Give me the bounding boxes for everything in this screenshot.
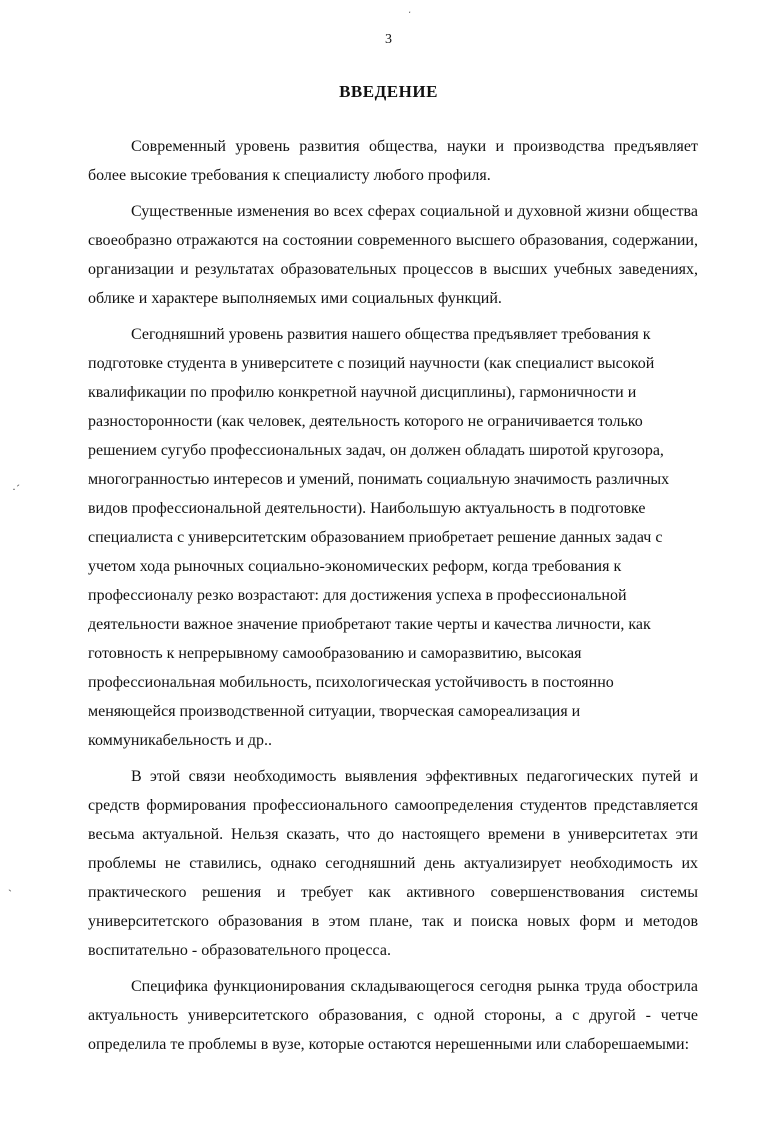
body-text xyxy=(88,132,698,1066)
page-number: 3 xyxy=(385,32,392,47)
paragraph: Существенные изменения во всех сферах социальной и духовной жизни общества своеобразно отражаются на состоянии современного высшего образования, содержании, организации и результатах образовательных процессов в высших учебных заведениях, облике и характере выполняемых ими социальных функций. xyxy=(88,203,698,307)
scan-mark: ˏ xyxy=(8,878,12,892)
paragraph: Сегодняшний уровень развития нашего общества предъявляет требования к подготовке студента в университете с позиций научности (как специалист высокой квалификации по профилю конкретной научной дисциплины), гармоничности и разносторонности (как человек, деятельность которого не ограничивается только решением сугубо профессиональных задач, он должен обладать широтой кругозора, многогранностью интересов и умений, понимать социальную значимость различных видов профессиональной деятельности). Наибольшую актуальность в подготовке специалиста с университетским образованием приобретает решение данных задач с учетом хода рыночных социально-экономических реформ, когда требования к профессионалу резко возрастают: для достижения успеха в профессиональной деятельности важное значение приобретают такие черты и качества личности, как готовность к непрерывному самообразованию и саморазвитию, высокая профессиональная мобильность, психологическая устойчивость в постоянно меняющейся производственной ситуации, творческая самореализация и коммуникабельность и др.. xyxy=(88,326,670,749)
paragraph: Специфика функционирования складывающегося сегодня рынка труда обострила актуальность университетского образования, с одной стороны, а с другой - четче определила те проблемы в вузе, которые остаются нерешенными или слаборешаемыми: xyxy=(88,978,698,1053)
scan-mark: ˑ xyxy=(408,6,412,20)
scan-mark: ·´ xyxy=(12,482,20,496)
paragraph: Современный уровень развития общества, науки и производства предъявляет более высокие требования к специалисту любого профиля. xyxy=(88,138,698,184)
page-title: ВВЕДЕНИЕ xyxy=(339,82,438,101)
paragraph: В этой связи необходимость выявления эффективных педагогических путей и средств формирования профессионального самоопределения студентов представляется весьма актуальной. Нельзя сказать, что до настоящего времени в университетах эти проблемы не ставились, однако сегодняшний день актуализирует необходимость их практического решения и требует как активного совершенствования системы университетского образования в этом плане, так и поиска новых форм и методов воспитательно - образовательного процесса. xyxy=(88,768,698,959)
